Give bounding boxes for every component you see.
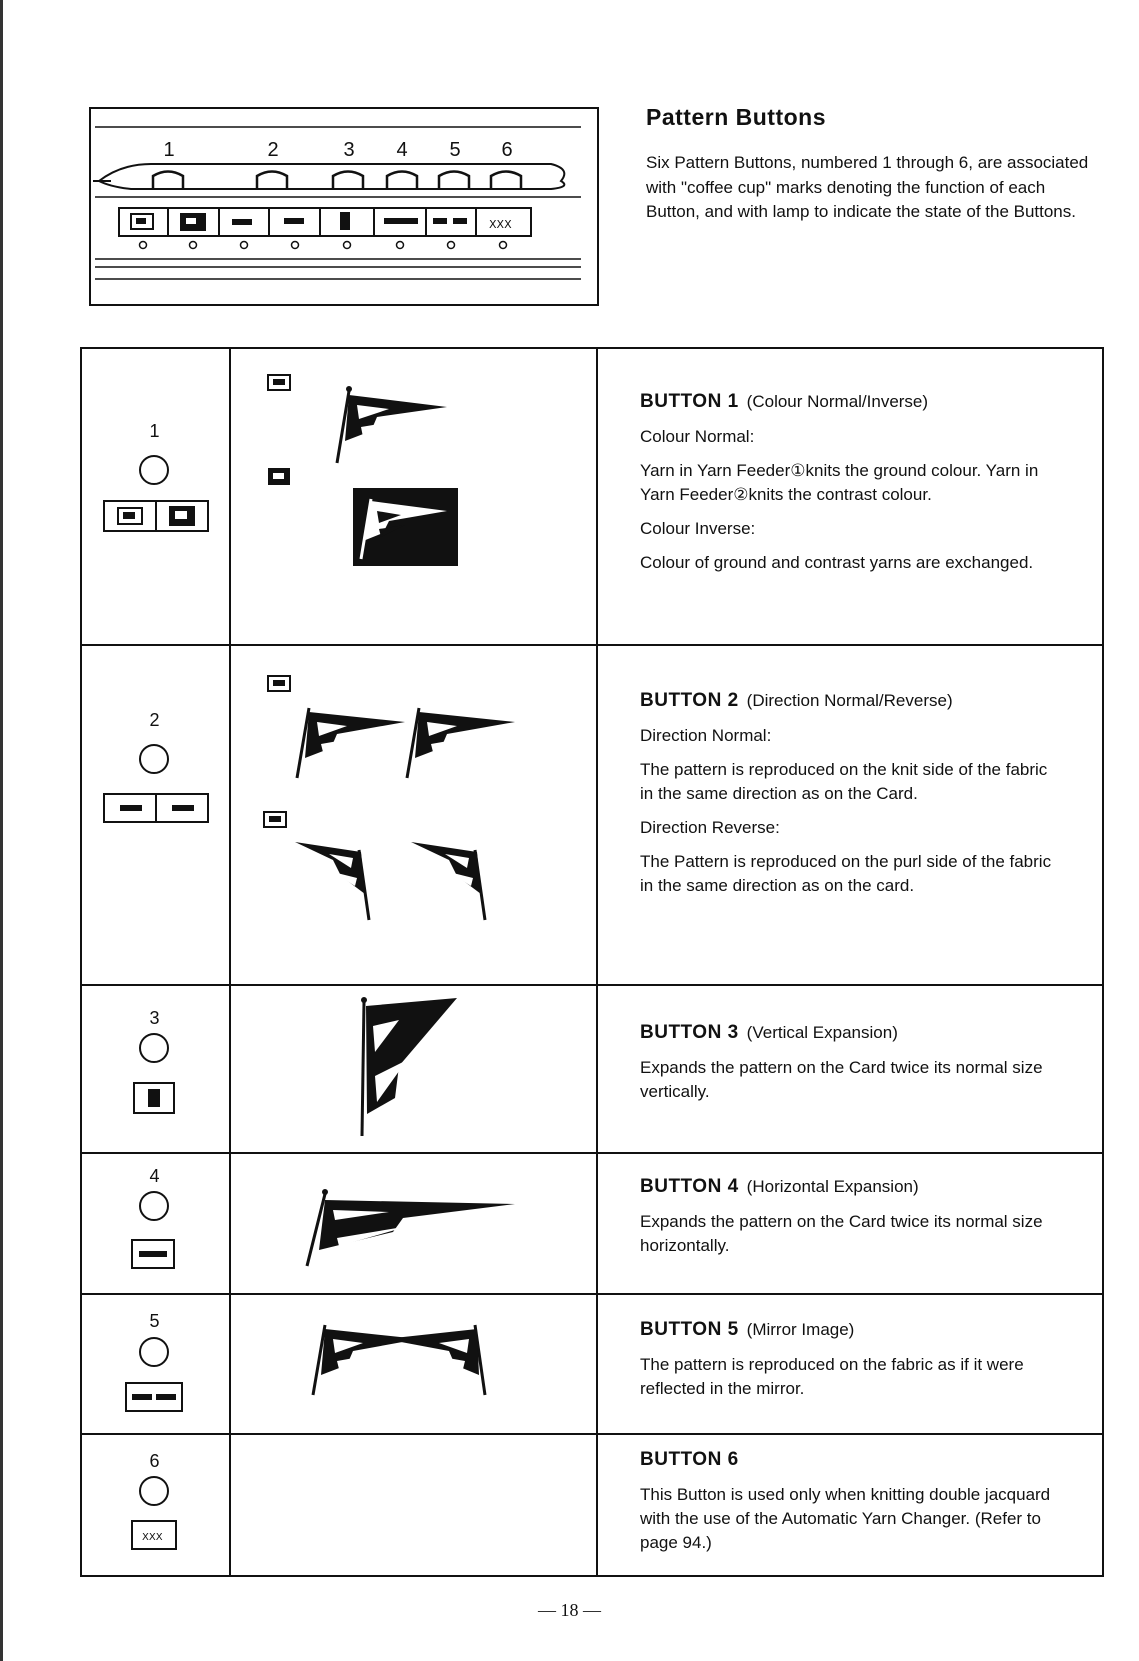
svg-text:XXX: XXX: [142, 1532, 163, 1543]
button-number: 2: [149, 710, 160, 730]
panel-number-4: 4: [396, 139, 408, 161]
description-cell: [596, 1435, 1102, 1575]
flag-mirror-icon: [313, 1325, 485, 1395]
control-cell: [82, 349, 231, 644]
description-paragraph: This Button is used only when knitting double jacquard with the use of the Automatic Yarn Changer. (Refer to page 94.): [640, 1485, 1051, 1552]
description-cell: [596, 1295, 1102, 1433]
description-paragraph: Expands the pattern on the Card twice its normal size vertically.: [640, 1058, 1043, 1101]
pattern-button-panel-diagram: [89, 107, 599, 306]
button-4-flag-illustration: [229, 1154, 594, 1295]
description-cell: [596, 646, 1102, 984]
description-paragraph: Colour Inverse:: [640, 519, 756, 538]
control-cell: [82, 1154, 231, 1293]
description-paragraph: Colour of ground and contrast yarns are exchanged.: [640, 553, 1034, 572]
description-paragraph: The pattern is reproduced on the knit side of the fabric in the same direction as on the Card.: [640, 760, 1048, 803]
button-heading: BUTTON 5 (Mirror Image): [640, 1319, 855, 1340]
control-cell: [82, 646, 231, 984]
button-heading: BUTTON 3 (Vertical Expansion): [640, 1022, 898, 1043]
illustration-cell: [229, 986, 598, 1152]
button-heading: BUTTON 2 (Direction Normal/Reverse): [640, 690, 953, 711]
svg-text:XXX: XXX: [489, 218, 512, 231]
table-row-button-1: [82, 349, 1102, 646]
section-title: Pattern Buttons: [646, 104, 826, 130]
button-6-control-icon: [82, 1435, 227, 1575]
button-1-flag-illustration: [229, 349, 594, 646]
description-cell: [596, 986, 1102, 1152]
panel-number-2: 2: [267, 139, 279, 161]
illustration-cell: [229, 349, 598, 644]
panel-number-6: 6: [501, 139, 513, 161]
description-cell: [596, 1154, 1102, 1293]
control-cell: [82, 1295, 231, 1433]
flag-vertical-icon: [361, 997, 457, 1136]
table-row-button-6: [82, 1435, 1102, 1575]
table-row-button-5: [82, 1295, 1102, 1435]
button-number: 3: [149, 1008, 160, 1028]
flag-normal-icon: [337, 386, 447, 463]
description-paragraph: Expands the pattern on the Card twice its normal size horizontally.: [640, 1212, 1043, 1255]
control-cell: [82, 986, 231, 1152]
description-paragraph: Direction Normal:: [640, 726, 772, 745]
button-number: 6: [149, 1451, 160, 1471]
button-4-control-icon: [82, 1154, 227, 1295]
description-cell: [596, 349, 1102, 644]
control-cell: [82, 1435, 231, 1575]
description-paragraph: Yarn in Yarn Feeder①knits the ground colour. Yarn in Yarn Feeder②knits the contrast colour.: [640, 461, 1039, 504]
button-2-flag-illustration: [229, 646, 594, 986]
table-row-button-4: [82, 1154, 1102, 1295]
panel-number-1: 1: [163, 139, 175, 161]
table-row-button-3: [82, 986, 1102, 1154]
illustration-cell: [229, 1154, 598, 1293]
illustration-cell: [229, 1435, 598, 1575]
button-2-control-icon: [82, 646, 227, 986]
button-number: 5: [149, 1311, 160, 1331]
button-heading: BUTTON 4 (Horizontal Expansion): [640, 1176, 919, 1197]
button-heading: BUTTON 6: [640, 1449, 739, 1470]
page-number: — 18 —: [538, 1600, 601, 1620]
flag-reverse-icon: [295, 842, 485, 920]
button-3-control-icon: [82, 986, 227, 1154]
description-paragraph: The Pattern is reproduced on the purl side of the fabric in the same direction as on the card.: [640, 852, 1052, 895]
description-paragraph: Direction Reverse:: [640, 818, 780, 837]
intro-paragraph: Six Pattern Buttons, numbered 1 through 6, are associated with "coffee cup" marks denoting the function of each Button, and with lamp to indicate the state of the Buttons.: [646, 153, 1089, 221]
illustration-cell: [229, 1295, 598, 1433]
button-3-flag-illustration: [229, 986, 594, 1154]
button-5-flag-illustration: [229, 1295, 594, 1435]
illustration-cell: [229, 646, 598, 984]
panel-number-5: 5: [449, 139, 461, 161]
button-heading: BUTTON 1 (Colour Normal/Inverse): [640, 391, 929, 412]
table-row-button-2: [82, 646, 1102, 986]
description-paragraph: The pattern is reproduced on the fabric as if it were reflected in the mirror.: [640, 1355, 1024, 1398]
button-5-control-icon: [82, 1295, 227, 1435]
button-number: 1: [149, 421, 160, 441]
flag-horizontal-icon: [307, 1189, 515, 1266]
page-edge: [0, 0, 3, 1661]
panel-number-3: 3: [343, 139, 355, 161]
description-paragraph: Colour Normal:: [640, 427, 755, 446]
buttons-table: [80, 347, 1104, 1577]
button-number: 4: [149, 1166, 160, 1186]
flag-normal-icon: [297, 708, 515, 778]
button-1-control-icon: [82, 349, 227, 646]
